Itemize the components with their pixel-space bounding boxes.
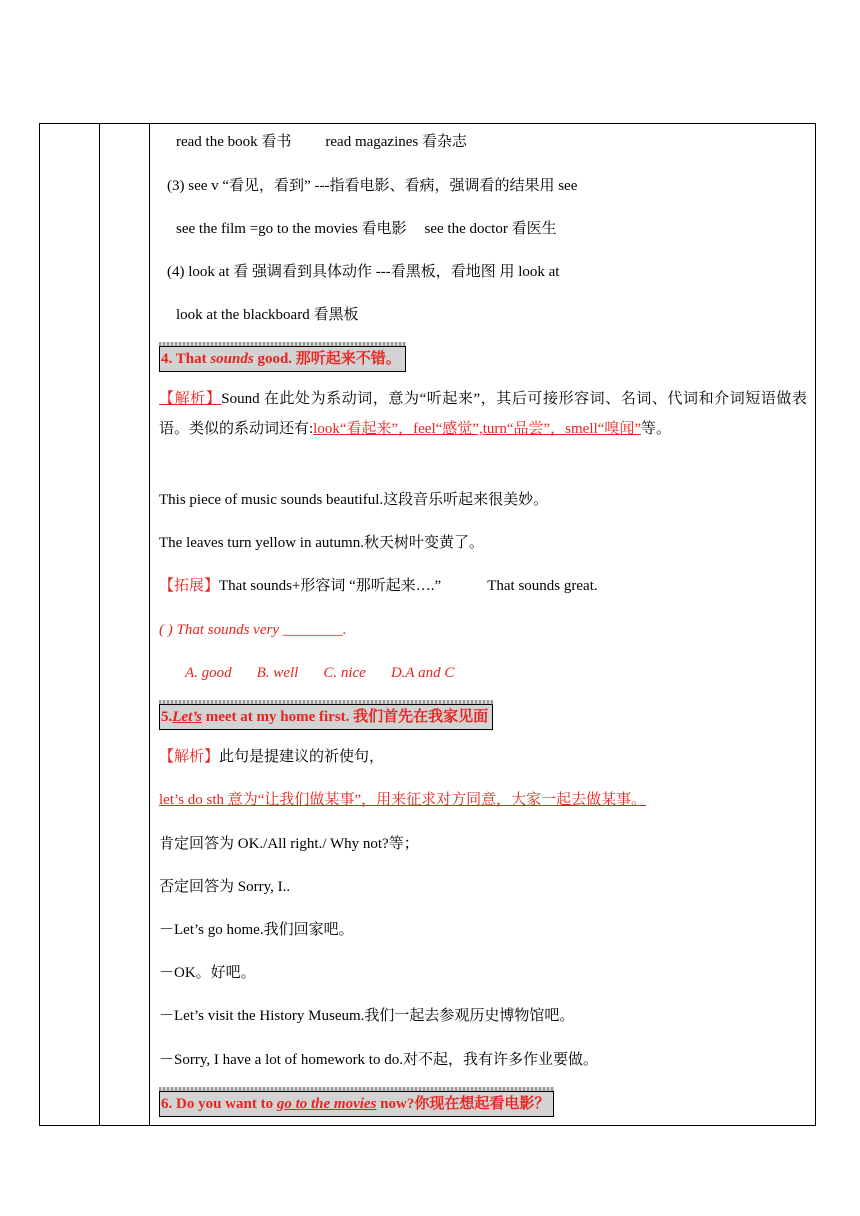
column-divider	[149, 124, 150, 1125]
example-music: This piece of music sounds beautiful.这段音乐听起来很美妙。	[159, 492, 549, 508]
analysis-5: 【解析】此句是提建议的祈使句，	[159, 749, 385, 765]
positive-answer: 肯定回答为 OK./All right./ Why not?等；	[159, 836, 419, 852]
example-leaves: The leaves turn yellow in autumn.秋天树叶变黄了。	[159, 535, 484, 551]
quiz-options: A. good B. well C. nice D.A and C	[185, 665, 455, 681]
line-see: (3) see v “看见，看到” ---指看电影、看病，强调看的结果用 see	[167, 178, 578, 194]
quiz-question: ( ) That sounds very ________.	[159, 622, 347, 638]
heading-4: 4. That sounds good. 那听起来不错。	[159, 346, 406, 372]
lets-note: let’s do sth 意为“让我们做某事”，用来征求对方同意，大家一起去做某事。	[159, 792, 647, 808]
heading-6: 6. Do you want to go to the movies now?你现在想起看电影？	[159, 1091, 554, 1117]
line-look-blackboard: look at the blackboard 看黑板	[176, 307, 359, 323]
dialogue-line: －Let’s visit the History Museum.我们一起去参观历史博物馆吧。	[159, 1008, 575, 1024]
extension: 【拓展】That sounds+形容词 “那听起来….” That sounds great.	[159, 578, 598, 594]
negative-answer: 否定回答为 Sorry, I..	[159, 879, 291, 895]
line-read-book: read the book 看书 read magazines 看杂志	[176, 134, 468, 150]
dialogue-line: －Sorry, I have a lot of homework to do.对不起，我有许多作业要做。	[159, 1052, 598, 1068]
line-look-at: (4) look at 看 强调看到具体动作 ---看黑板，看地图 用 look at	[167, 264, 560, 280]
dialogue-line: －Let’s go home.我们回家吧。	[159, 922, 354, 938]
column-divider	[99, 124, 100, 1125]
document-table	[39, 123, 816, 1126]
analysis-4: 【解析】Sound 在此处为系动词，意为“听起来”，其后可接形容词、名词、代词和介词短语做表语。类似的系动词还有:look“看起来”，feel“感觉”,turn“品尝”，smell“嗅闻”等。	[159, 391, 807, 437]
line-see-film: see the film =go to the movies 看电影 see the doctor 看医生	[176, 221, 557, 237]
heading-5: 5.Let’s meet at my home first. 我们首先在我家见面	[159, 704, 493, 730]
dialogue-line: －OK。好吧。	[159, 965, 256, 981]
